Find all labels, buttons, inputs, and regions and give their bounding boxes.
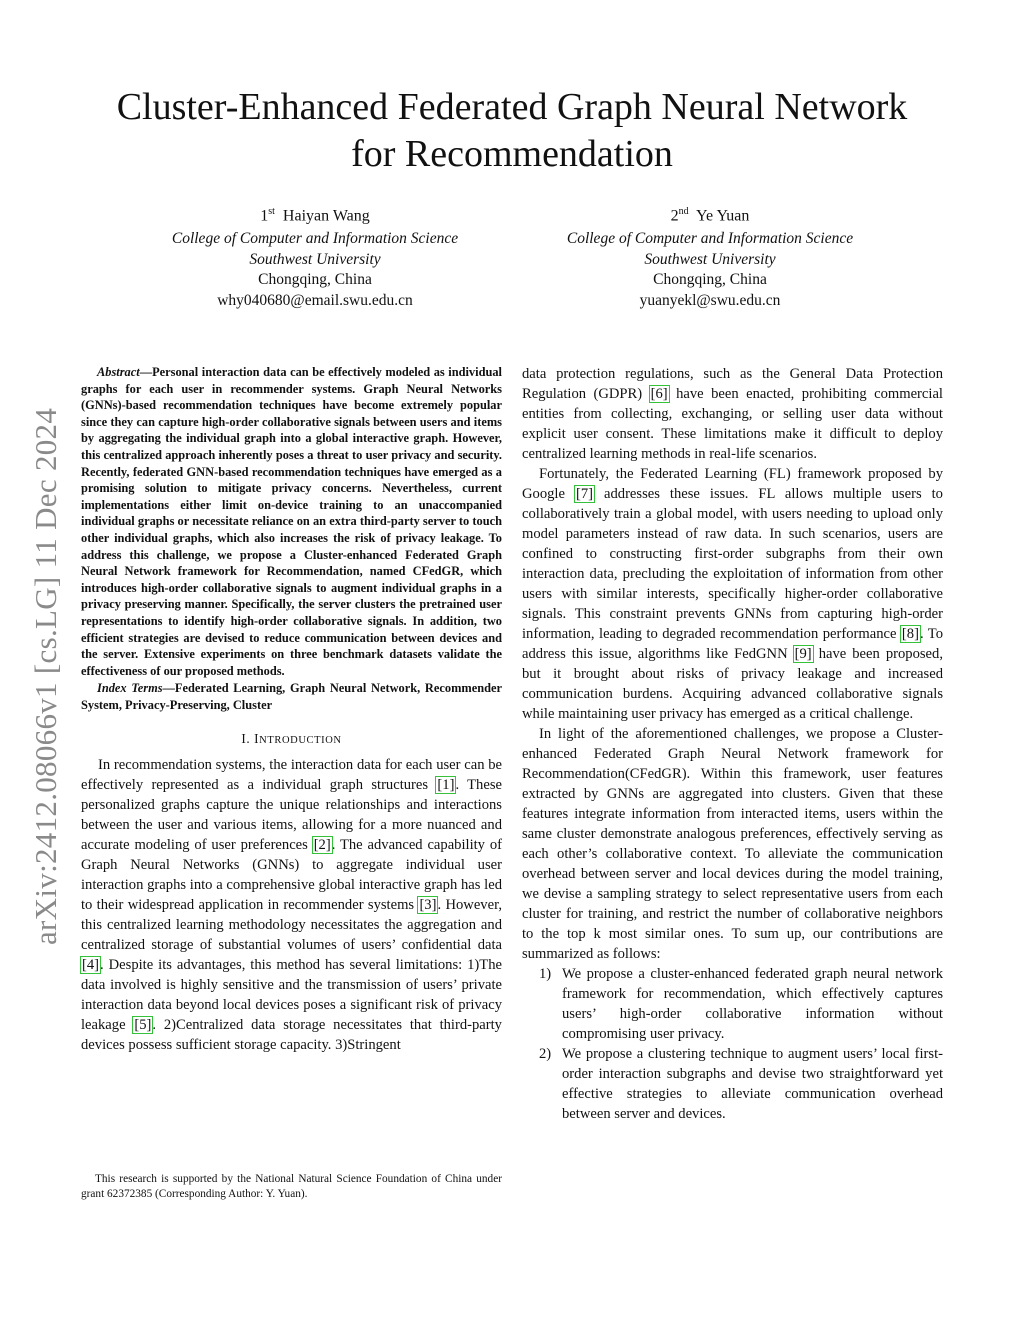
author-university: Southwest University bbox=[644, 250, 776, 268]
citation-link[interactable]: [7] bbox=[575, 486, 593, 502]
author-department: College of Computer and Information Science bbox=[566, 229, 854, 247]
author-email[interactable]: yuanyekl@swu.edu.cn bbox=[639, 291, 781, 309]
abstract-label: Abstract bbox=[97, 365, 140, 379]
abstract bbox=[81, 364, 502, 679]
title-line-2: for Recommendation bbox=[351, 133, 673, 175]
author-city: Chongqing, China bbox=[258, 271, 372, 289]
author-block-2 bbox=[520, 202, 900, 311]
index-terms bbox=[81, 680, 502, 713]
right-column bbox=[522, 364, 943, 1124]
arxiv-stamp: arXiv:2412.08066v1 [cs.LG] 11 Dec 2024 bbox=[28, 407, 63, 945]
author-city: Chongqing, China bbox=[653, 271, 767, 289]
citation-link[interactable]: [4] bbox=[82, 957, 100, 974]
body-paragraph: data protection regulations, such as the General Data Protection Regulation (GDPR) [6] have been enacted, prohibiting commercial entities from collecting, exchanging, or selling user data without explicit user consent. These limitations make it difficult to deploy centralized learning methods in real-life scenarios. bbox=[522, 366, 943, 462]
citation-link[interactable]: [5] bbox=[134, 1017, 152, 1034]
list-item: 1) We propose a cluster-enhanced federated graph neural network framework for recommendation, which effectively captures users’ high-order collaborative information without compromising user privacy. bbox=[539, 966, 943, 1042]
paper-title bbox=[60, 84, 964, 178]
author-university: Southwest University bbox=[249, 250, 381, 268]
citation-link[interactable]: [9] bbox=[794, 646, 812, 662]
body-paragraph: Fortunately, the Federated Learning (FL) framework proposed by Google [7] addresses these issues. FL allows multiple users to collaboratively train a global model, with users needing to upload only model parameters instead of raw data. In such scenarios, users are confined to constructing first-order subgraphs from their own interaction data, precluding the exploitation of information from other users with similar interests, specifically higher-order collaborative signals. This constraint prevents GNNs from capturing high-order information, leading to degraded recommendation performance [8]. To address this issue, algorithms like FedGNN [9] have been proposed, but it brought about risks of privacy leakage and increased communication burdens. Acquiring advanced collaborative signals while maintaining user privacy has emerged as a critical challenge. bbox=[522, 466, 943, 722]
citation-link[interactable]: [6] bbox=[650, 386, 668, 402]
citation-link[interactable]: [8] bbox=[901, 626, 919, 642]
author-name: 2nd Ye Yuan bbox=[670, 206, 750, 225]
citation-link[interactable]: [2] bbox=[313, 837, 331, 854]
index-terms-label: Index Terms bbox=[97, 681, 163, 696]
citation-link[interactable]: [3] bbox=[419, 897, 437, 914]
author-department: College of Computer and Information Science bbox=[171, 229, 459, 247]
index-terms-text: —Federated Learning, Graph Neural Network, Recommender System, Privacy-Preserving, Cluster bbox=[81, 681, 502, 712]
citation-link[interactable]: [1] bbox=[437, 777, 455, 794]
author-name: 1st Haiyan Wang bbox=[260, 206, 370, 225]
list-item: 2) We propose a clustering technique to augment users’ local first-order interaction subgraphs and devise two straightforward yet effective strategies to alleviate communication overhead between server and devices. bbox=[539, 1046, 943, 1122]
body-paragraph: In light of the aforementioned challenges, we propose a Cluster-enhanced Federated Graph Neural Network framework for Recommendation(CFedGR). Within this framework, user features extracted by GNNs are aggregated into clusters. Given that these features integrate information from interacted items, users within the same cluster demonstrate analogous preferences, effectively serving as each other’s collaborative context. To alleviate the communication overhead between server and local devices during the model training, we devise a sampling strategy to select representative users from each cluster for training, and restrict the number of collaborative neighbors to the top k most similar ones. To sum up, our contributions are summarized as follows: bbox=[522, 726, 943, 962]
abstract-text: —Personal interaction data can be effectively modeled as individual graphs for each user in recommender systems. Graph Neural Networks (GNNs)-based recommendation techniques have become extremely popular since they can capture high-order collaborative signals between users and items by aggregating the individual graph into a global interactive graph. However, this centralized approach inherently poses a threat to user privacy and security. Recently, federated GNN-based recommendation techniques have emerged as a promising solution to mitigate privacy concerns. Nevertheless, current implementations either limit on-device training to an unaccompanied individual graphs or necessitate reliance on an extra third-party server to touch other individual graphs, which also increases the risk of privacy leakage. To address this challenge, we propose a Cluster-enhanced Federated Graph Neural Network framework for Recommendation, named CFedGR, which introduces high-order collaborative signals to augment individual graphs in a privacy preserving manner. Specifically, the server clusters the pretrained user representations to identify high-order collaborative signals. In addition, two efficient strategies are devised to reduce communication between devices and the server. Extensive experiments on three benchmark datasets validate the effectiveness of our proposed methods. bbox=[81, 365, 502, 678]
contributions-list bbox=[522, 964, 943, 1124]
left-column bbox=[81, 364, 502, 1055]
intro-paragraph: In recommendation systems, the interaction data for each user can be effectively represented as a individual graph structures [1]. These personalized graphs capture the unique relationships and interactions between the user and various items, allowing for a more nuanced and accurate modeling of user preferences [2]. The advanced capability of Graph Neural Networks (GNNs) to aggregate individual user interaction graphs into a comprehensive global interactive graph has led to their widespread application in recommender systems [3]. However, this centralized learning methodology necessitates the aggregation and centralized storage of substantial volumes of users’ confidential data [4]. Despite its advantages, this method has several limitations: 1)The data involved is highly sensitive and the transmission of users’ private interaction data beyond local devices poses a significant risk of privacy leakage [5]. 2)Centralized data storage necessitates that third-party devices possess sufficient storage capacity. 3)Stringent bbox=[81, 757, 502, 1054]
title-line-1: Cluster-Enhanced Federated Graph Neural Network bbox=[116, 86, 908, 128]
footnote: This research is supported by the National Natural Science Foundation of China under grant 62372385 (Corresponding Author: Y. Yuan). bbox=[81, 1173, 502, 1200]
section-heading: I. INTRODUCTION bbox=[241, 731, 342, 747]
author-block-1 bbox=[125, 202, 505, 311]
author-email[interactable]: why040680@email.swu.edu.cn bbox=[217, 291, 413, 309]
